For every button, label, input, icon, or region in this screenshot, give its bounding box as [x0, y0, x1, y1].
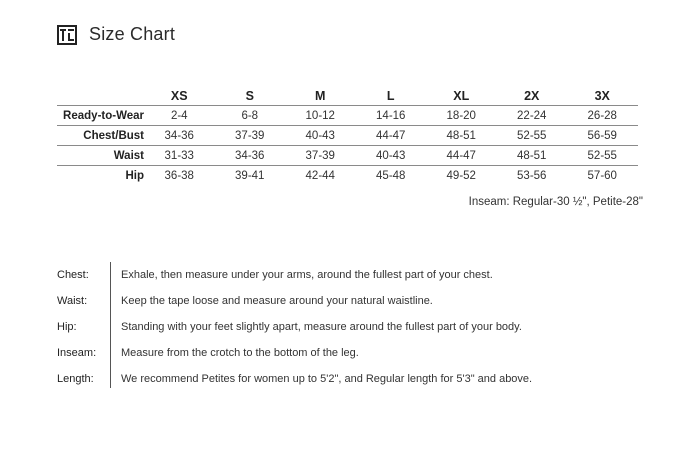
table-row: [57, 146, 638, 166]
table-corner-cell: [57, 87, 144, 106]
table-cell: 57-60: [587, 169, 617, 182]
measurement-definitions: [57, 262, 532, 392]
definition-label: Length:: [57, 373, 94, 385]
table-cell: 6-8: [215, 106, 286, 126]
row-label: Chest/Bust: [57, 126, 144, 146]
table-cell: 36-38: [164, 169, 194, 182]
table-row: [57, 126, 638, 146]
page-header: [57, 24, 175, 45]
table-cell: 56-59: [567, 126, 638, 146]
definition-label: Inseam:: [57, 347, 97, 359]
table-cell: 40-43: [285, 126, 356, 146]
table-header-row: [57, 87, 638, 106]
page-title: Size Chart: [89, 24, 176, 44]
table-cell: 10-12: [285, 106, 356, 126]
column-header: XL: [426, 87, 497, 106]
table-cell: 37-39: [215, 126, 286, 146]
table-cell: 39-41: [235, 169, 265, 182]
row-label: Hip: [125, 169, 144, 182]
table-row: [57, 166, 638, 186]
table-cell: 49-52: [446, 169, 476, 182]
definition-text: Exhale, then measure under your arms, around the fullest part of your chest.: [121, 269, 493, 281]
column-header: S: [215, 87, 286, 106]
column-header: M: [285, 87, 356, 106]
table-cell: 31-33: [144, 146, 215, 166]
column-header: 2X: [497, 87, 568, 106]
table-cell: 44-47: [426, 146, 497, 166]
row-label: Ready-to-Wear: [57, 106, 144, 126]
row-label: Waist: [57, 146, 144, 166]
table-cell: 42-44: [305, 169, 335, 182]
table-cell: 26-28: [567, 106, 638, 126]
table-row: [57, 106, 638, 126]
table-cell: 22-24: [497, 106, 568, 126]
brand-logo-icon: [57, 25, 77, 45]
definition-row: [57, 314, 532, 340]
table-cell: 2-4: [144, 106, 215, 126]
table-cell: 40-43: [356, 146, 427, 166]
table-cell: 48-51: [426, 126, 497, 146]
definition-row: [57, 340, 532, 366]
table-cell: 45-48: [376, 169, 406, 182]
definition-text: Measure from the crotch to the bottom of the leg.: [121, 347, 359, 359]
table-cell: 52-55: [567, 146, 638, 166]
definition-text: Standing with your feet slightly apart, measure around the fullest part of your body.: [121, 321, 522, 333]
table-cell: 37-39: [285, 146, 356, 166]
definitions-divider: [110, 262, 111, 388]
definition-label: Waist:: [57, 295, 88, 307]
definition-text: Keep the tape loose and measure around your natural waistline.: [121, 295, 433, 307]
table-cell: 18-20: [426, 106, 497, 126]
table-cell: 44-47: [356, 126, 427, 146]
definition-row: [57, 262, 532, 288]
table-cell: 48-51: [497, 146, 568, 166]
table-cell: 34-36: [144, 126, 215, 146]
definition-label: Hip:: [57, 321, 77, 333]
definition-text: We recommend Petites for women up to 5'2", and Regular length for 5'3" and above.: [121, 373, 533, 385]
column-header: 3X: [567, 87, 638, 106]
table-cell: 34-36: [215, 146, 286, 166]
column-header: XS: [144, 87, 215, 106]
table-cell: 14-16: [356, 106, 427, 126]
definition-row: [57, 366, 532, 392]
table-cell: 52-55: [497, 126, 568, 146]
inseam-note: Inseam: Regular-30 ½", Petite-28": [468, 196, 643, 208]
column-header: L: [356, 87, 427, 106]
size-table: [57, 87, 638, 185]
definition-label: Chest:: [57, 269, 89, 281]
table-cell: 53-56: [517, 169, 547, 182]
definition-row: [57, 288, 532, 314]
